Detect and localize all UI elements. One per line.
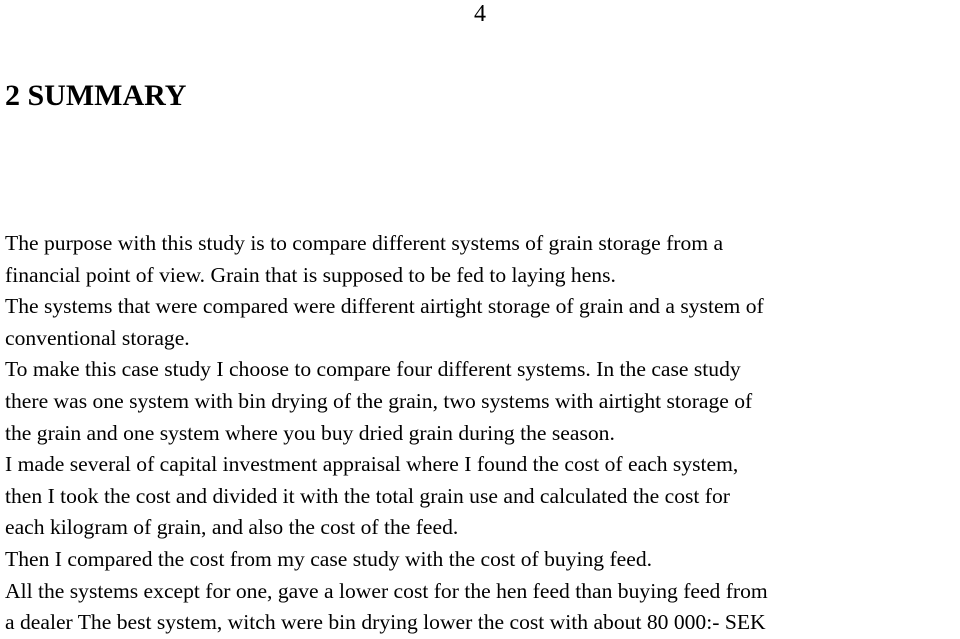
text-line: the grain and one system where you buy dried grain during the season. xyxy=(5,420,615,445)
text-line: then I took the cost and divided it with the total grain use and calculated the cost for xyxy=(5,483,730,508)
text-line: The purpose with this study is to compare different systems of grain storage from a xyxy=(5,231,724,255)
page-number: 4 xyxy=(474,1,486,27)
text-line: each kilogram of grain, and also the cost of the feed. xyxy=(5,515,459,540)
text-line: All the systems except for one, gave a lower cost for the hen feed than buying feed from xyxy=(5,578,768,603)
text-line: Then I compared the cost from my case study with the cost of buying feed. xyxy=(5,546,653,571)
text-line: To make this case study I choose to compare four different systems. In the case study xyxy=(5,357,741,382)
summary-body xyxy=(5,228,960,639)
text-line: a dealer The best system, witch were bin drying lower the cost with about 80 000:- SEK xyxy=(5,610,766,635)
text-line: The systems that were compared were different airtight storage of grain and a system of xyxy=(5,294,764,319)
text-line: I made several of capital investment appraisal where I found the cost of each system, xyxy=(5,452,739,477)
section-heading: 2 SUMMARY xyxy=(5,79,187,112)
text-line: financial point of view. Grain that is supposed to be fed to laying hens. xyxy=(5,262,616,287)
text-line: conventional storage. xyxy=(5,325,190,350)
text-line: there was one system with bin drying of the grain, two systems with airtight storage of xyxy=(5,388,753,413)
